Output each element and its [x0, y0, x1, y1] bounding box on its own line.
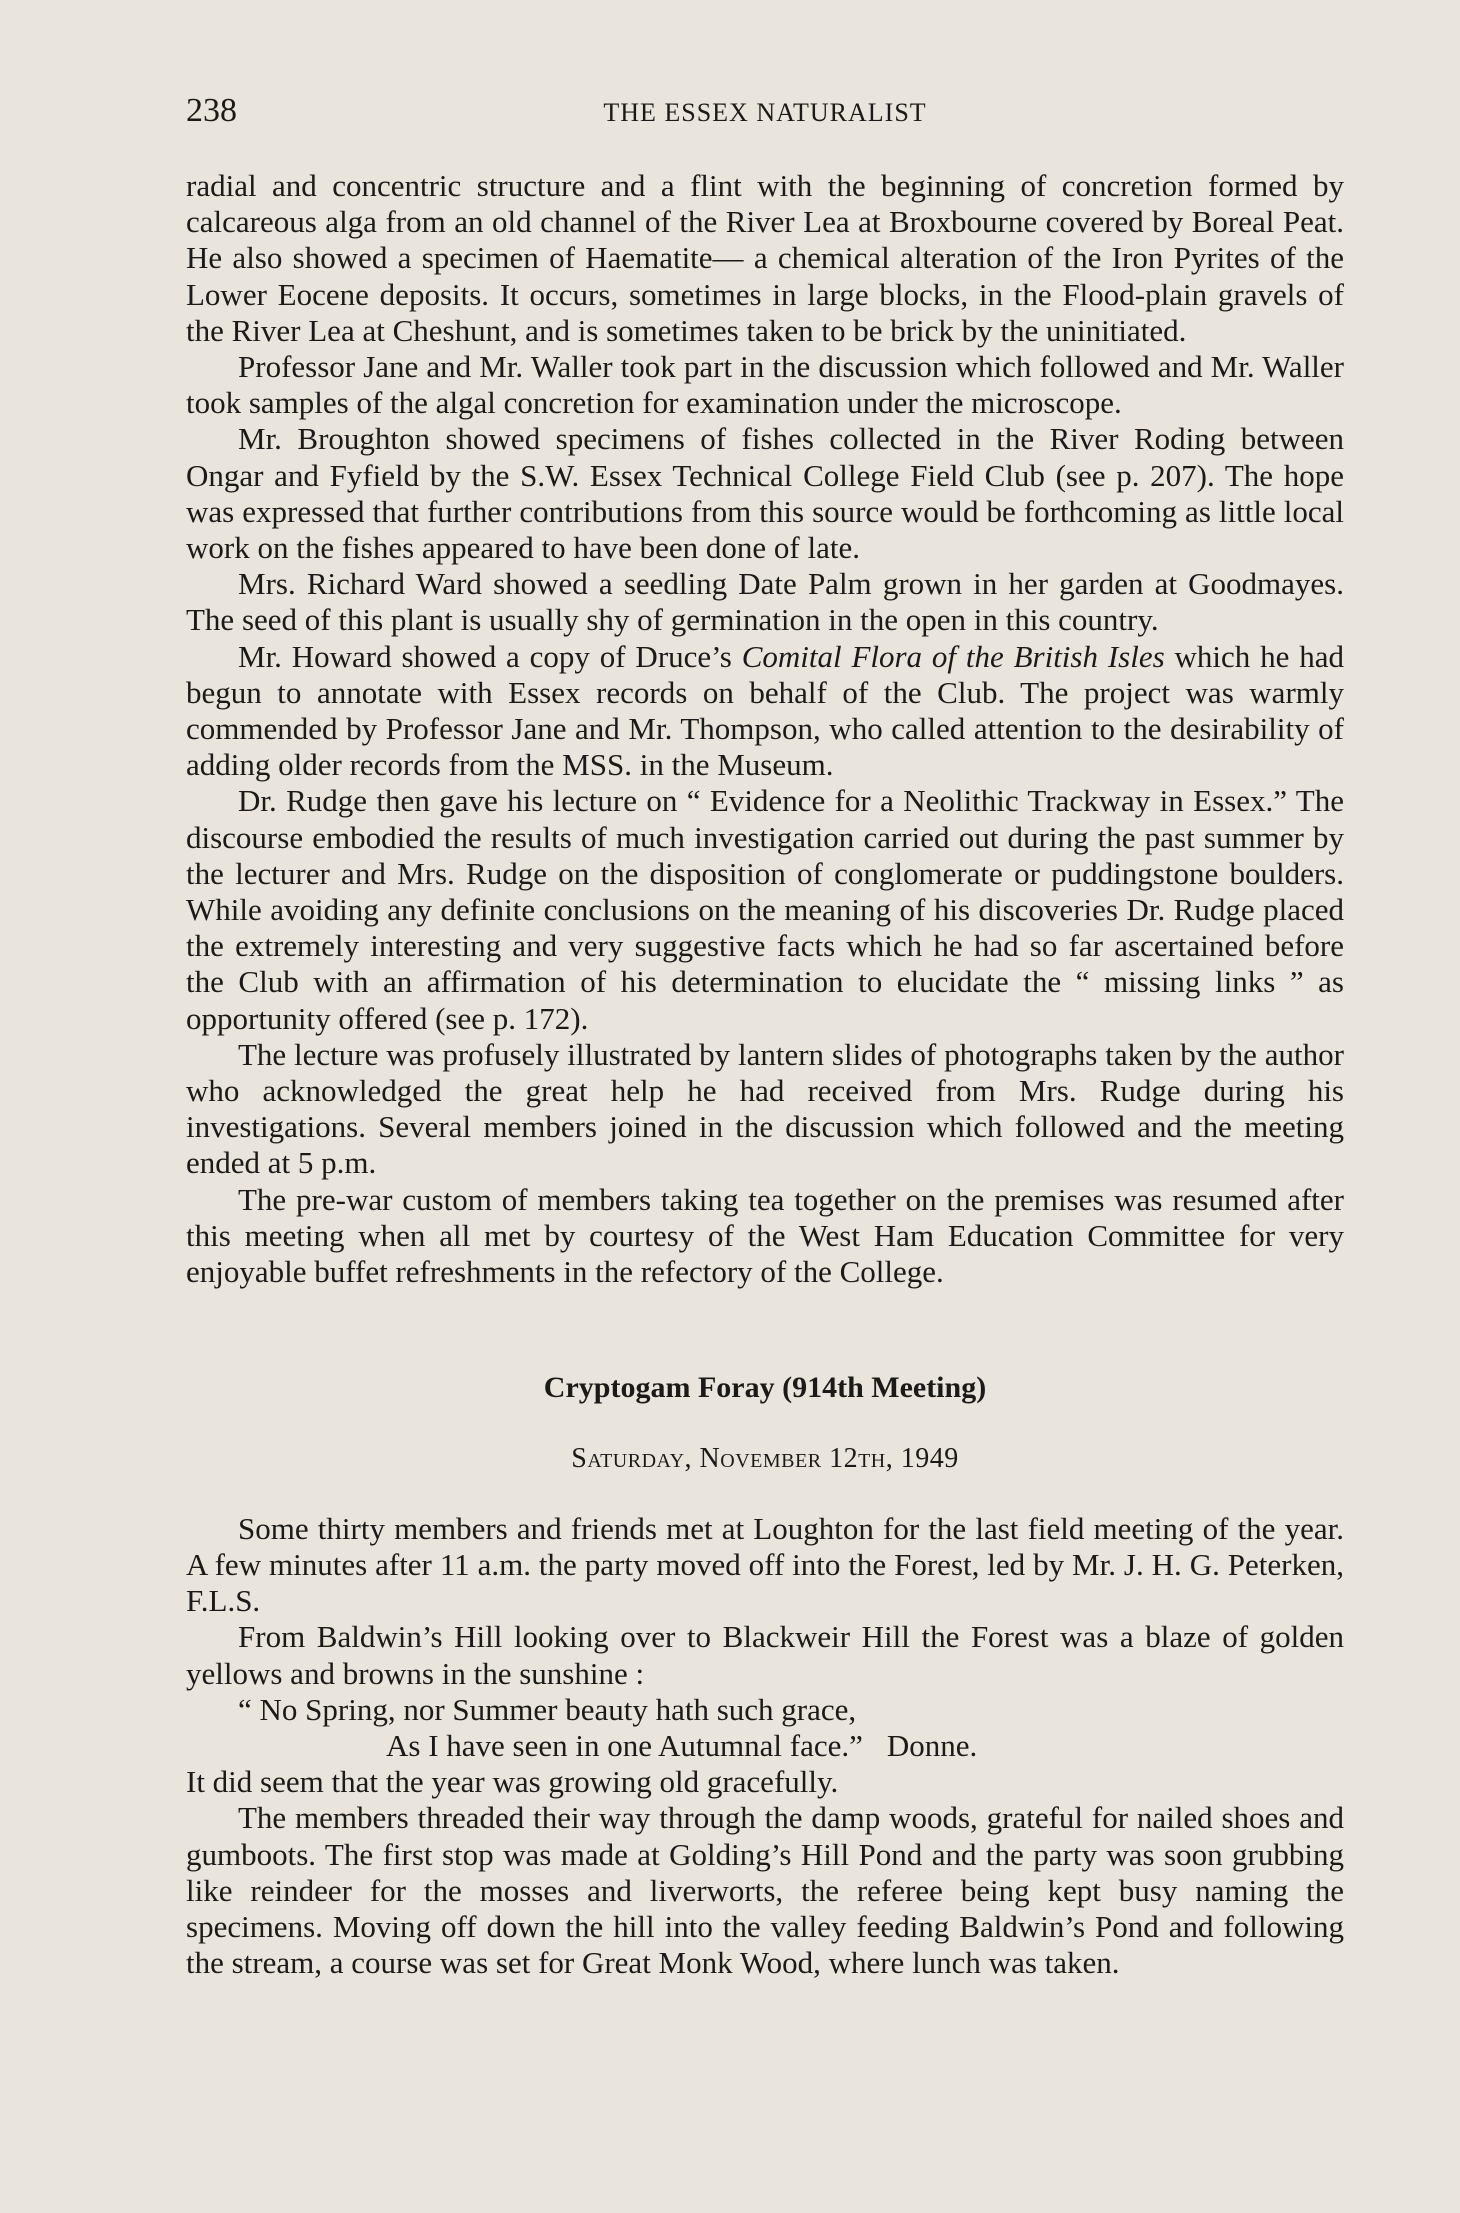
quotation [186, 1692, 1344, 1764]
quotation-line: “ No Spring, nor Summer beauty hath such grace, [238, 1691, 857, 1727]
book-title: Comital Flora of the British Isles [741, 638, 1165, 674]
page-number: 238 [186, 92, 237, 129]
quotation-author: Donne. [886, 1727, 978, 1763]
running-title: THE ESSEX NATURALIST [603, 98, 927, 127]
text: which he had begun to annotate with Essex records on behalf of the Club. The project was warmly commended by Professor Jane and Mr. Thompson, who called attention to the desirability of adding older records from the MSS. in the Museum. [186, 638, 1344, 783]
article-body [186, 168, 1344, 1981]
text: Mr. Howard showed a copy of Druce’s [238, 638, 742, 674]
quotation-text: As I have seen in one Autumnal face.” [386, 1727, 863, 1763]
quotation-line [186, 1728, 1344, 1764]
section-date: Saturday, November 12th, 1949 [571, 1442, 959, 1474]
paragraph: The members threaded their way through the damp woods, grateful for nailed shoes and gumboots. The first stop was made at Golding’s Hill Pond and the party was soon grubbing like reindeer for the mosses and liverworts, the referee being kept busy naming the specimens. Moving off down the hill into the valley feeding Baldwin’s Pond and following the stream, a course was set for Great Monk Wood, where lunch was taken. [186, 1800, 1344, 1981]
paragraph: Some thirty members and friends met at Loughton for the last field meeting of the year. A few minutes after 11 a.m. the party moved off into the Forest, led by Mr. J. H. G. Peterken, F.L.S. [186, 1510, 1344, 1619]
paragraph: Mr. Broughton showed specimens of fishes collected in the River Roding between Ongar and Fyfield by the S.W. Essex Technical College Field Club (see p. 207). The hope was expressed that further contributions from this source would be forthcoming as little local work on the fishes appeared to have been done of late. [186, 421, 1344, 566]
paragraph: The pre-war custom of members taking tea together on the premises was resumed after this meeting when all met by courtesy of the West Ham Education Committee for very enjoyable buffet refreshments in the refectory of the College. [186, 1181, 1344, 1290]
paragraph: Dr. Rudge then gave his lecture on “ Evidence for a Neolithic Trackway in Essex.” The discourse embodied the results of much investigation carried out during the past summer by the lecturer and Mrs. Rudge on the disposition of conglomerate or puddingstone boulders. While avoiding any definite conclusions on the meaning of his discoveries Dr. Rudge placed the extremely interesting and very suggestive facts which he had so far ascertained before the Club with an affirmation of his determination to elucidate the “ missing links ” as opportunity offered (see p. 172). [186, 783, 1344, 1036]
paragraph: It did seem that the year was growing old gracefully. [186, 1764, 839, 1800]
page-header [186, 92, 1344, 132]
paragraph: Professor Jane and Mr. Waller took part in the discussion which followed and Mr. Waller took samples of the algal concretion for examination under the microscope. [186, 349, 1344, 421]
paragraph-howard [186, 639, 1344, 784]
paragraph: The lecture was profusely illustrated by lantern slides of photographs taken by the author who acknowledged the great help he had received from Mrs. Rudge during his investigations. Several members joined in the discussion which followed and the meeting ended at 5 p.m. [186, 1036, 1344, 1181]
section-title: Cryptogam Foray (914th Meeting) [543, 1371, 987, 1405]
paragraph: radial and concentric structure and a flint with the beginning of concretion formed by calcareous alga from an old channel of the River Lea at Broxbourne covered by Boreal Peat. He also showed a specimen of Haematite— a chemical alteration of the Iron Pyrites of the Lower Eocene deposits. It occurs, sometimes in large blocks, in the Flood-plain gravels of the River Lea at Cheshunt, and is sometimes taken to be brick by the uninitiated. [186, 168, 1344, 348]
paragraph: From Baldwin’s Hill looking over to Blackweir Hill the Forest was a blaze of golden yellows and browns in the sunshine : [186, 1619, 1344, 1691]
paragraph: Mrs. Richard Ward showed a seedling Date Palm grown in her garden at Goodmayes. The seed of this plant is usually shy of germination in the open in this country. [186, 566, 1344, 638]
